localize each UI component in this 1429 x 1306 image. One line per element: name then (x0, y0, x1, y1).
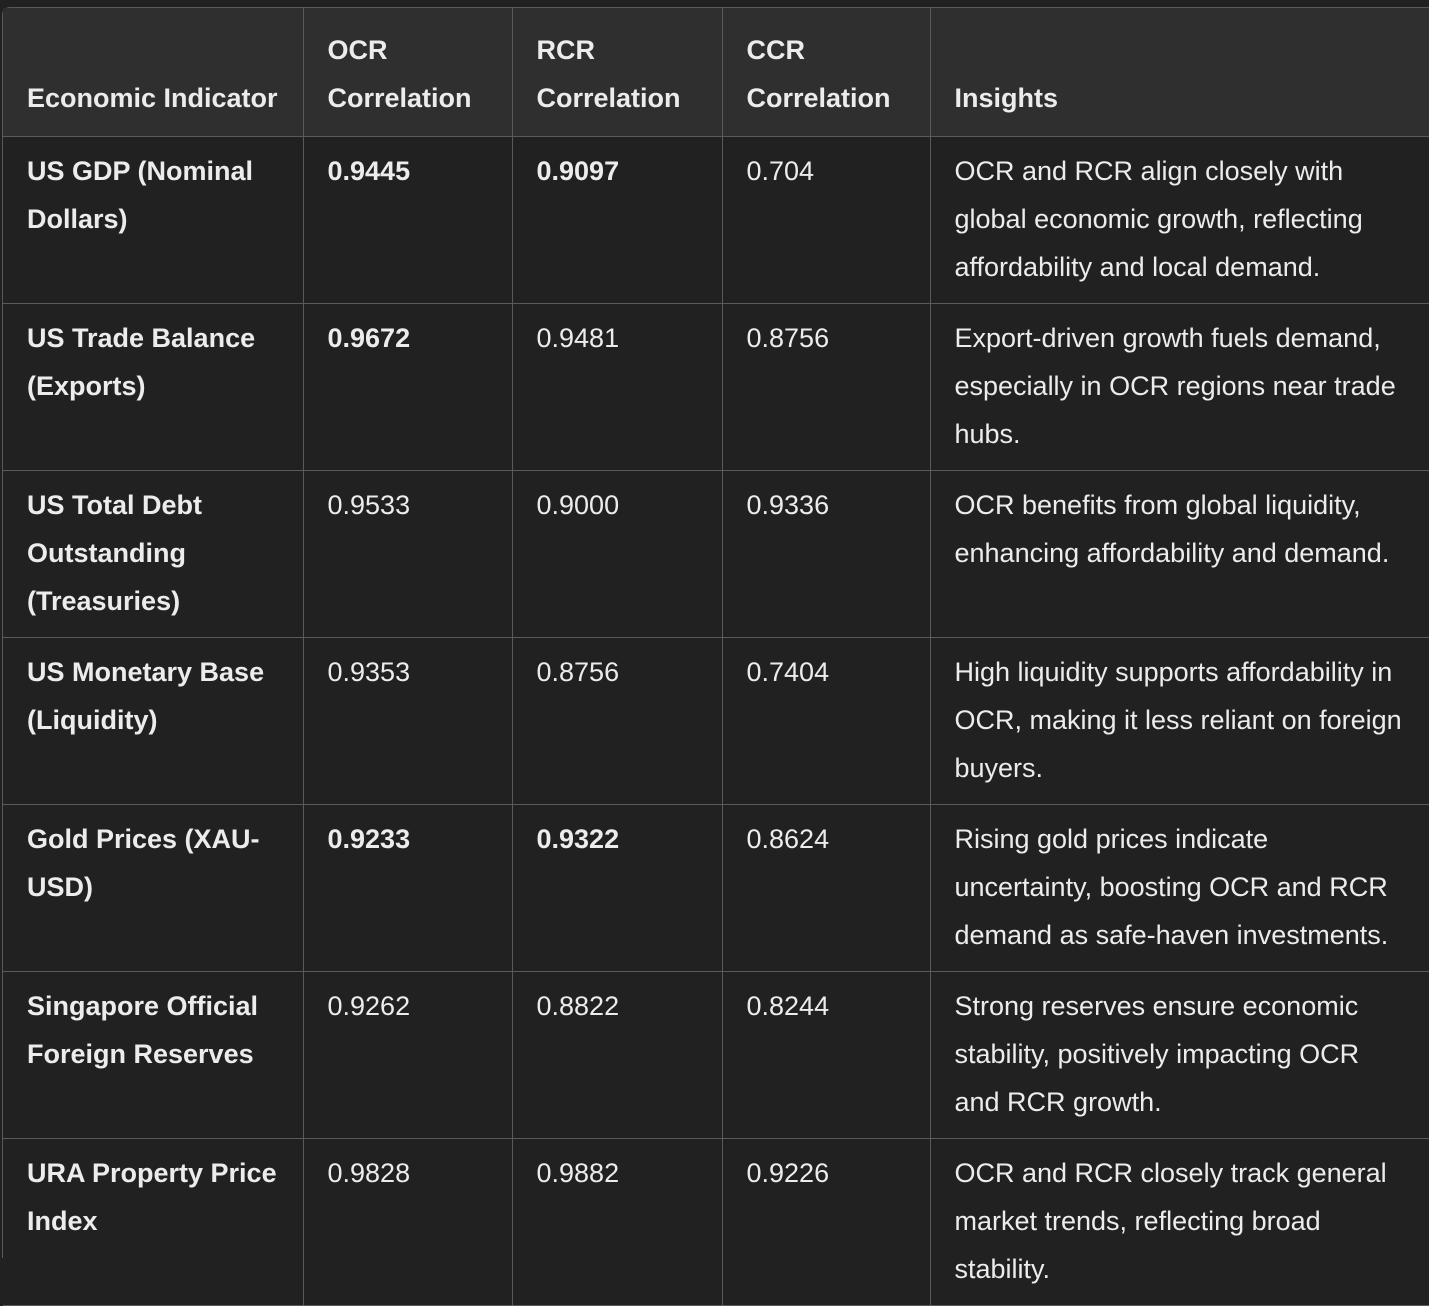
ocr-cell: 0.9353 (303, 638, 512, 805)
table-row (3, 304, 1429, 471)
ocr-cell: 0.9445 (303, 137, 512, 304)
correlation-table-container (2, 7, 1429, 1284)
header-ocr-correlation: OCR Correlation (303, 8, 512, 137)
table-body (3, 137, 1429, 1306)
table-header (3, 8, 1429, 137)
ccr-cell: 0.8624 (722, 805, 930, 972)
ccr-cell: 0.8244 (722, 972, 930, 1139)
rcr-cell: 0.9097 (512, 137, 722, 304)
header-row (3, 8, 1429, 137)
ocr-cell: 0.9672 (303, 304, 512, 471)
table-row (3, 137, 1429, 304)
rcr-cell: 0.9322 (512, 805, 722, 972)
ccr-cell: 0.8756 (722, 304, 930, 471)
indicator-cell: US Trade Balance (Exports) (3, 304, 303, 471)
ocr-cell: 0.9233 (303, 805, 512, 972)
header-economic-indicator: Economic Indicator (3, 8, 303, 137)
correlation-table (3, 8, 1429, 1306)
indicator-cell: US GDP (Nominal Dollars) (3, 137, 303, 304)
header-ccr-correlation: CCR Correlation (722, 8, 930, 137)
header-insights: Insights (930, 8, 1429, 137)
ocr-cell: 0.9533 (303, 471, 512, 638)
ccr-cell: 0.9336 (722, 471, 930, 638)
indicator-cell: Singapore Official Foreign Reserves (3, 972, 303, 1139)
insight-cell: Export-driven growth fuels demand, especially in OCR regions near trade hubs. (930, 304, 1429, 471)
rcr-cell: 0.9882 (512, 1139, 722, 1306)
ccr-cell: 0.7404 (722, 638, 930, 805)
table-row (3, 972, 1429, 1139)
insight-cell: OCR and RCR align closely with global economic growth, reflecting affordability and local demand. (930, 137, 1429, 304)
rcr-cell: 0.9000 (512, 471, 722, 638)
indicator-cell: US Monetary Base (Liquidity) (3, 638, 303, 805)
insight-cell: Strong reserves ensure economic stability, positively impacting OCR and RCR growth. (930, 972, 1429, 1139)
insight-cell: High liquidity supports affordability in OCR, making it less reliant on foreign buyers. (930, 638, 1429, 805)
header-rcr-correlation: RCR Correlation (512, 8, 722, 137)
table-row (3, 805, 1429, 972)
insight-cell: OCR benefits from global liquidity, enhancing affordability and demand. (930, 471, 1429, 638)
indicator-cell: Gold Prices (XAU-USD) (3, 805, 303, 972)
insight-cell: OCR and RCR closely track general market trends, reflecting broad stability. (930, 1139, 1429, 1306)
insight-cell: Rising gold prices indicate uncertainty, boosting OCR and RCR demand as safe-haven investments. (930, 805, 1429, 972)
rcr-cell: 0.9481 (512, 304, 722, 471)
table-row (3, 638, 1429, 805)
rcr-cell: 0.8756 (512, 638, 722, 805)
indicator-cell: US Total Debt Outstanding (Treasuries) (3, 471, 303, 638)
indicator-cell: URA Property Price Index (3, 1139, 303, 1306)
table-row (3, 1139, 1429, 1306)
table-row (3, 471, 1429, 638)
ccr-cell: 0.9226 (722, 1139, 930, 1306)
ocr-cell: 0.9262 (303, 972, 512, 1139)
ocr-cell: 0.9828 (303, 1139, 512, 1306)
ccr-cell: 0.704 (722, 137, 930, 304)
rcr-cell: 0.8822 (512, 972, 722, 1139)
